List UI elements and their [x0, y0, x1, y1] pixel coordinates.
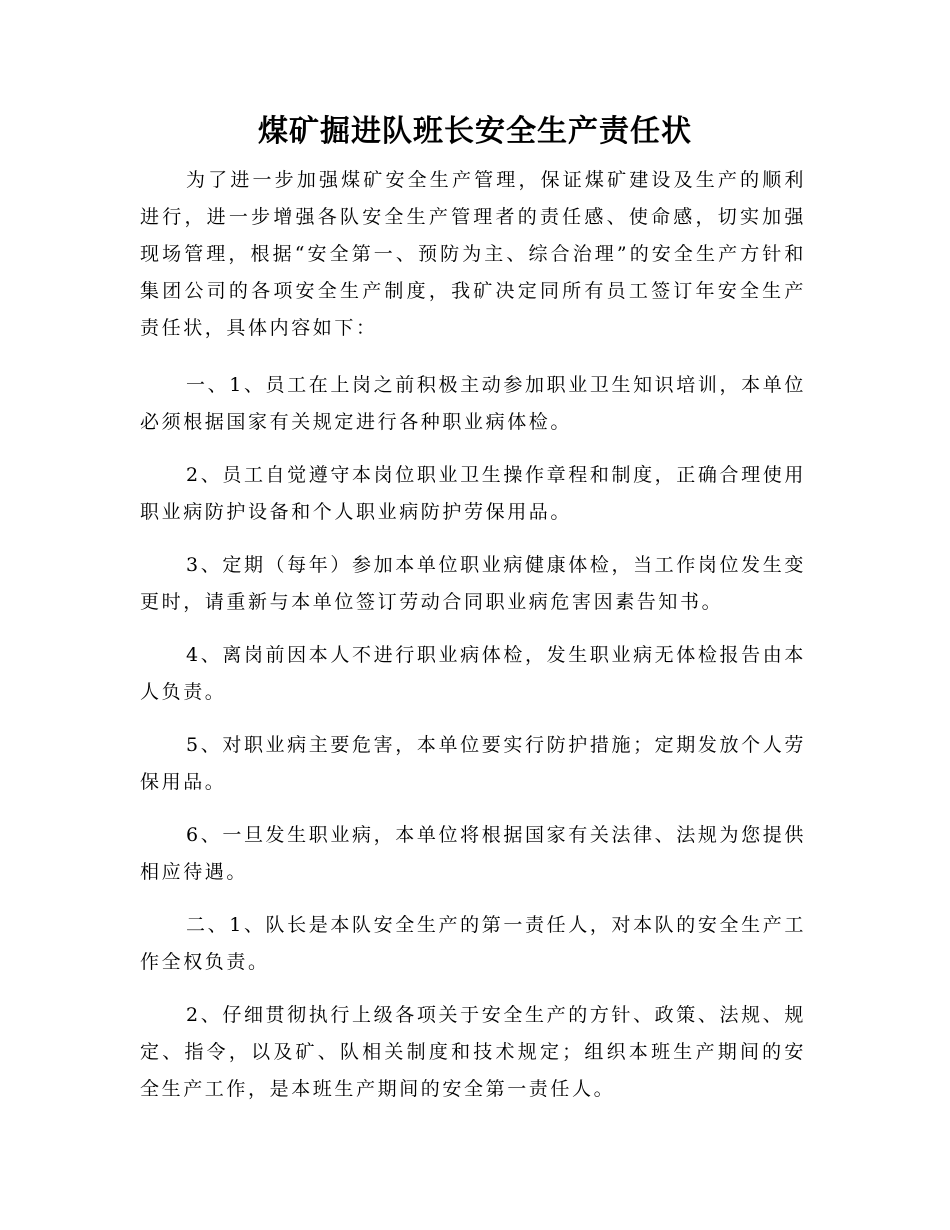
section-2-item-1: 二、1、队长是本队安全生产的第一责任人，对本队的安全生产工作全权负责。 [140, 914, 806, 973]
section-1-item-1: 一、1、员工在上岗之前积极主动参加职业卫生知识培训，本单位必须根据国家有关规定进行各种职业病体检。 [140, 374, 806, 433]
document-body [140, 162, 806, 1124]
section-1-item-2: 2、员工自觉遵守本岗位职业卫生操作章程和制度，正确合理使用职业病防护设备和个人职业病防护劳保用品。 [140, 464, 806, 523]
section-1-item-4: 4、离岗前因本人不进行职业病体检，发生职业病无体检报告由本人负责。 [140, 644, 806, 703]
intro-paragraph: 为了进一步加强煤矿安全生产管理，保证煤矿建设及生产的顺利进行，进一步增强各队安全生产管理者的责任感、使命感，切实加强现场管理，根据“安全第一、预防为主、综合治理”的安全生产方针和集团公司的各项安全生产制度，我矿决定同所有员工签订年安全生产责任状，具体内容如下： [140, 169, 806, 339]
document-title: 煤矿掘进队班长安全生产责任状 [258, 114, 692, 149]
section-1-item-5: 5、对职业病主要危害，本单位要实行防护措施；定期发放个人劳保用品。 [140, 734, 806, 793]
section-2-item-2: 2、仔细贯彻执行上级各项关于安全生产的方针、政策、法规、规定、指令，以及矿、队相关制度和技术规定；组织本班生产期间的安全生产工作，是本班生产期间的安全第一责任人。 [140, 1004, 806, 1100]
section-1-item-6: 6、一旦发生职业病，本单位将根据国家有关法律、法规为您提供相应待遇。 [140, 824, 806, 883]
section-1-item-3: 3、定期（每年）参加本单位职业病健康体检，当工作岗位发生变更时，请重新与本单位签订劳动合同职业病危害因素告知书。 [140, 554, 806, 613]
